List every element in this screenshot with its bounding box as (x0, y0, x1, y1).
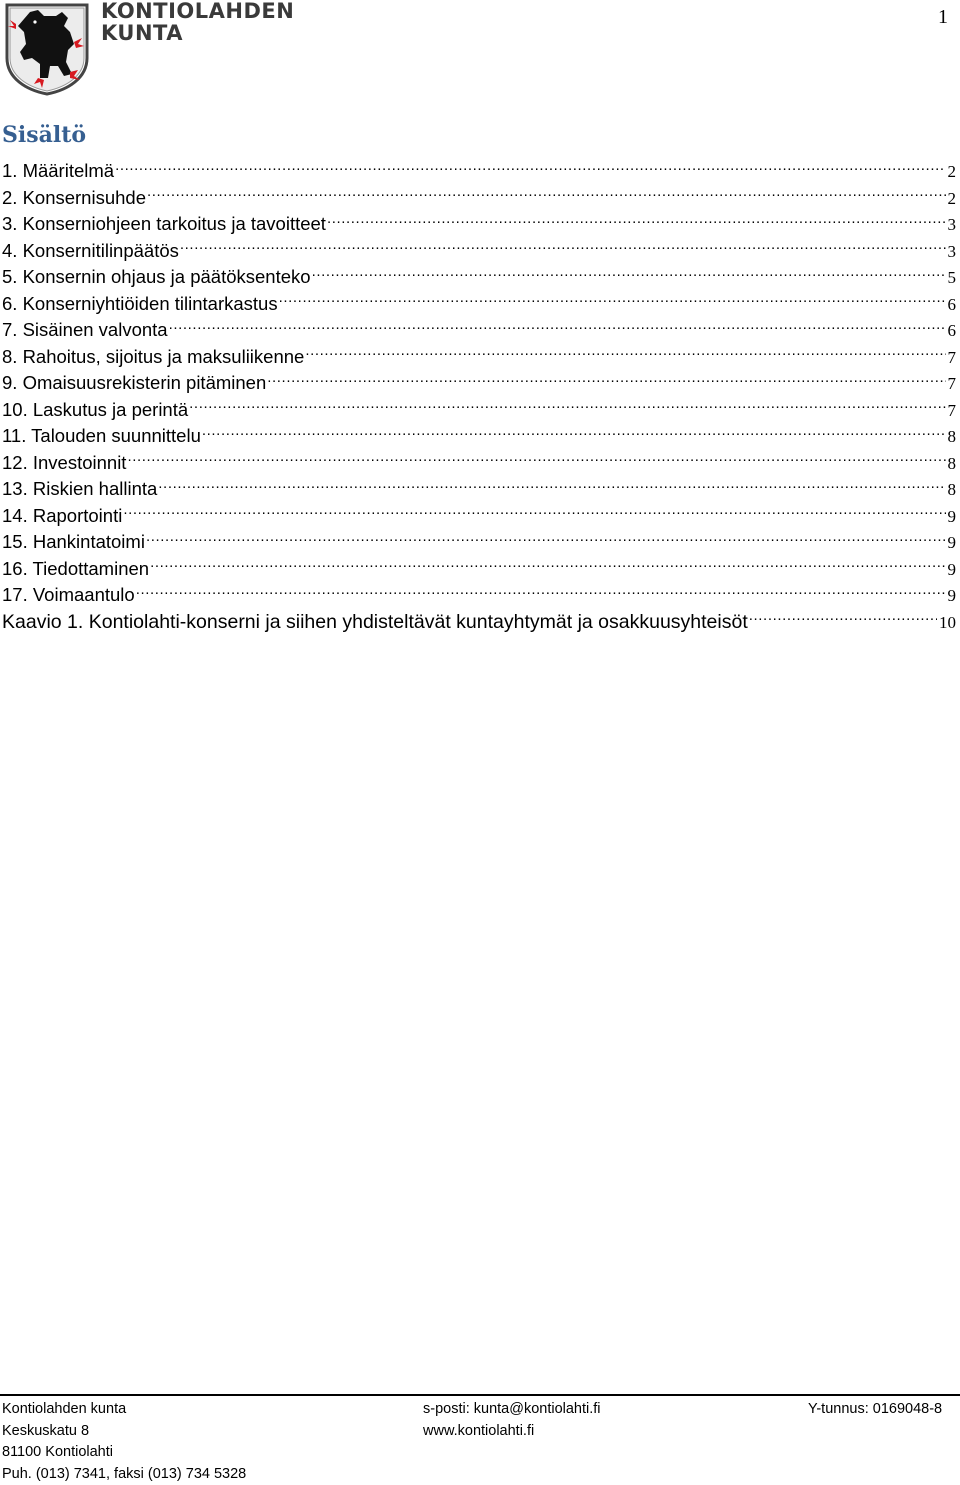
toc-entry-label: 16. Tiedottaminen (2, 556, 149, 583)
toc-entry[interactable] (2, 158, 956, 185)
toc-entry-label: 4. Konsernitilinpäätös (2, 238, 179, 265)
toc-entry[interactable] (2, 529, 956, 556)
toc-entry-page: 10 (937, 610, 956, 637)
page-number: 1 (938, 6, 948, 29)
toc-entry[interactable] (2, 370, 956, 397)
toc-entry[interactable] (2, 423, 956, 450)
toc-leader-dots (326, 212, 946, 230)
logo-line1: KONTIOLAHDEN (101, 0, 294, 22)
toc-leader-dots (114, 159, 945, 177)
municipality-name-logo-text (101, 0, 294, 44)
toc-entry-page: 9 (946, 557, 957, 584)
toc-entry-page: 6 (946, 318, 957, 345)
toc-entry-label: 3. Konserniohjeen tarkoitus ja tavoitteet (2, 211, 326, 238)
footer-address (2, 1399, 246, 1485)
toc-leader-dots (304, 345, 945, 363)
toc-leader-dots (122, 504, 945, 522)
toc-leader-dots (145, 530, 946, 548)
toc-entry-page: 8 (946, 477, 957, 504)
toc-entry-label: 9. Omaisuusrekisterin pitäminen (2, 370, 266, 397)
footer-business-id: Y-tunnus: 0169048-8 (808, 1399, 942, 1421)
toc-leader-dots (146, 186, 946, 204)
toc-entry[interactable] (2, 476, 956, 503)
toc-leader-dots (278, 292, 946, 310)
toc-entry-page: 2 (946, 186, 957, 213)
toc-leader-dots (157, 477, 945, 495)
footer-org-name: Kontiolahden kunta (2, 1399, 246, 1421)
toc-entry[interactable] (2, 185, 956, 212)
footer-phone: Puh. (013) 7341, faksi (013) 734 5328 (2, 1464, 246, 1485)
toc-entry-label: 6. Konserniyhtiöiden tilintarkastus (2, 291, 278, 318)
toc-entry[interactable] (2, 556, 956, 583)
municipal-coat-of-arms-logo (4, 2, 90, 96)
toc-entry-label: Kaavio 1. Kontiolahti-konserni ja siihen yhdisteltävät kuntayhtymät ja osakkuusyhteisöt (2, 609, 748, 636)
toc-entry[interactable] (2, 264, 956, 291)
toc-entry-page: 6 (946, 292, 957, 319)
footer-postal: 81100 Kontiolahti (2, 1442, 246, 1464)
toc-entry-page: 9 (946, 530, 957, 557)
toc-entry[interactable] (2, 397, 956, 424)
toc-entry-page: 9 (946, 583, 957, 610)
footer-website[interactable]: www.kontiolahti.fi (423, 1421, 601, 1443)
footer-divider (0, 1394, 960, 1396)
toc-heading: Sisältö (2, 122, 86, 148)
toc-entry[interactable] (2, 582, 956, 609)
toc-leader-dots (168, 318, 946, 336)
toc-leader-dots (149, 557, 945, 575)
toc-entry-page: 5 (946, 265, 957, 292)
toc-entry-label: 7. Sisäinen valvonta (2, 317, 168, 344)
toc-entry-label: 15. Hankintatoimi (2, 529, 145, 556)
toc-leader-dots (201, 424, 946, 442)
footer-email[interactable]: s-posti: kunta@kontiolahti.fi (423, 1399, 601, 1421)
toc-entry-label: 8. Rahoitus, sijoitus ja maksuliikenne (2, 344, 304, 371)
toc-entry-label: 13. Riskien hallinta (2, 476, 157, 503)
toc-entry[interactable] (2, 450, 956, 477)
toc-entry-label: 17. Voimaantulo (2, 582, 135, 609)
toc-entry[interactable] (2, 291, 956, 318)
toc-leader-dots (188, 398, 945, 416)
toc-entry-page: 3 (946, 212, 957, 239)
toc-entry[interactable] (2, 317, 956, 344)
toc-entry[interactable] (2, 609, 956, 636)
toc-entry-label: 2. Konsernisuhde (2, 185, 146, 212)
table-of-contents (2, 158, 956, 635)
toc-entry-label: 1. Määritelmä (2, 158, 114, 185)
logo-line2: KUNTA (101, 22, 294, 44)
toc-entry-page: 7 (946, 345, 957, 372)
toc-leader-dots (126, 451, 945, 469)
toc-entry-label: 12. Investoinnit (2, 450, 126, 477)
toc-entry-label: 11. Talouden suunnittelu (2, 423, 201, 450)
toc-entry[interactable] (2, 238, 956, 265)
toc-entry-page: 2 (946, 159, 957, 186)
toc-entry-page: 7 (946, 371, 957, 398)
toc-entry-page: 3 (946, 239, 957, 266)
footer-street: Keskuskatu 8 (2, 1421, 246, 1443)
toc-entry[interactable] (2, 344, 956, 371)
toc-entry[interactable] (2, 503, 956, 530)
toc-entry-label: 14. Raportointi (2, 503, 122, 530)
toc-leader-dots (266, 371, 945, 389)
toc-entry-page: 8 (946, 451, 957, 478)
toc-leader-dots (311, 265, 946, 283)
footer-contact (423, 1399, 601, 1442)
toc-entry-label: 5. Konsernin ohjaus ja päätöksenteko (2, 264, 311, 291)
toc-leader-dots (135, 583, 946, 601)
toc-entry[interactable] (2, 211, 956, 238)
toc-leader-dots (748, 610, 937, 628)
toc-entry-page: 7 (946, 398, 957, 425)
toc-entry-label: 10. Laskutus ja perintä (2, 397, 188, 424)
toc-entry-page: 8 (946, 424, 957, 451)
toc-leader-dots (179, 239, 946, 257)
toc-entry-page: 9 (946, 504, 957, 531)
